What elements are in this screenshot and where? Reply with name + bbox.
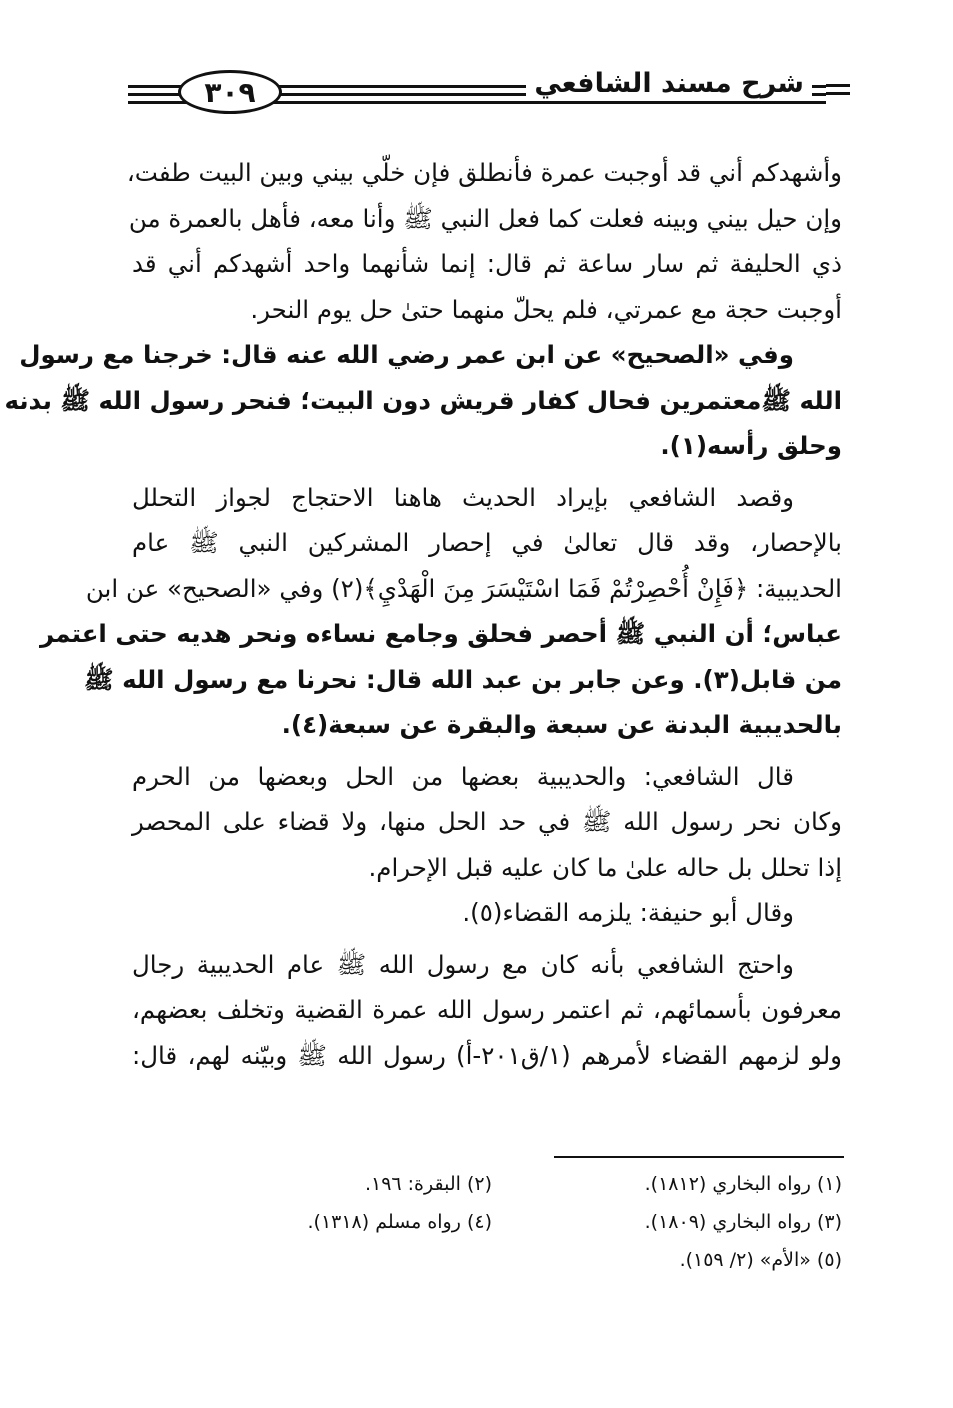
text-line: عباس؛ أن النبي ﷺ أحصر فحلق وجامع نساءه ونحر هديه حتى اعتمر	[40, 619, 842, 648]
text-line: من قابل(٣). وعن جابر بن عبد الله قال: نحرنا مع رسول الله ﷺ	[83, 664, 842, 694]
footnote-4: (٤) رواه مسلم (١٣١٨).	[307, 1211, 492, 1233]
footnote-2: (٢) البقرة: ١٩٦.	[364, 1173, 492, 1195]
text-line: ولو لزمهم القضاء لأمرهم (١/ق٢٠١-أ) رسول الله ﷺ وبيّنه لهم، قال:	[132, 1040, 843, 1070]
text-line: وقال أبو حنيفة: يلزمه القضاء(٥).	[462, 898, 794, 927]
text-line: معرفون بأسمائهم، ثم اعتمر رسول الله عمرة القضية وتخلف بعضهم،	[132, 995, 842, 1024]
header-dash-ornament	[826, 84, 850, 104]
text-line: قال الشافعي: والحديبية بعضها من الحل وبعضها من الحرم	[132, 761, 794, 791]
text-line: ذي الحليفة ثم سار ساعة ثم قال: إنما شأنهما واحد أشهدكم أني قد	[132, 249, 842, 278]
text-line: وكان نحر رسول الله ﷺ في حد الحل منها، ولا قضاء على المحصر	[132, 807, 842, 836]
main-text	[4, 150, 843, 1078]
book-title: شرح مسند الشافعي	[526, 68, 812, 99]
footnote-3: (٣) رواه البخاري (١٨٠٩).	[644, 1211, 842, 1233]
text-line: واحتج الشافعي بأنه كان مع رسول الله ﷺ عام الحديبية رجال	[132, 949, 794, 979]
text-line: أوجبت حجة مع عمرتي، فلم يحلّ منهما حتىٰ حل يوم النحر.	[250, 294, 842, 324]
page-header	[128, 62, 850, 122]
text-line: الله ﷺمعتمرين فحال كفار قريش دون البيت؛ فنحر رسول الله ﷺ بدنه	[4, 385, 842, 415]
text-line: وفي «الصحيح» عن ابن عمر رضي الله عنه قال: خرجنا مع رسول	[19, 340, 794, 369]
footnotes	[132, 1165, 842, 1279]
text-line: وإن حيل بيني وبينه فعلت كما فعل النبي ﷺ وأنا معه، فأهل بالعمرة من	[128, 203, 842, 233]
footnote-separator	[554, 1156, 844, 1158]
text-line: وأشهدكم أني قد أوجبت عمرة فأنطلق فإن خلّي بيني وبين البيت طفت،	[126, 158, 842, 187]
text-line: بالإحصار، وقد قال تعالىٰ في إحصار المشركين النبي ﷺ عام	[132, 528, 842, 557]
footnote-1: (١) رواه البخاري (١٨١٢).	[644, 1173, 842, 1195]
text-line: إذا تحلل بل حاله علىٰ ما كان عليه قبل الإحرام.	[368, 852, 842, 882]
page-number-badge: ٣٠٩	[178, 70, 282, 114]
text-line: الحديبية: ﴿فَإِنْ أُحْصِرْتُمْ فَمَا اسْتَيْسَرَ مِنَ الْهَدْيِ﴾(٢) وفي «الصحيح» عن ابن	[85, 573, 842, 603]
text-line: بالحديبية البدنة عن سبعة والبقرة عن سبعة(٤).	[281, 710, 842, 739]
text-line: وحلق رأسه(١).	[660, 431, 842, 460]
footnote-5: (٥) «الأم» (٢/ ١٥٩).	[679, 1249, 842, 1271]
text-line: وقصد الشافعي بإيراد الحديث هاهنا الاحتجاج لجواز التحلل	[132, 482, 794, 512]
